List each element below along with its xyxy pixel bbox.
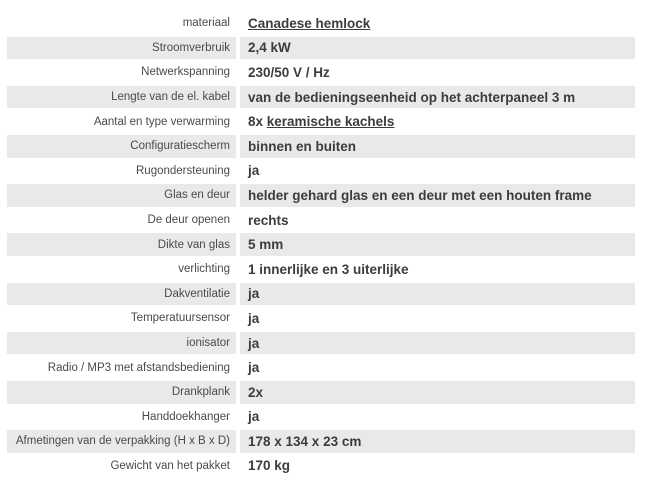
spec-value: 5 mm <box>240 233 635 256</box>
spec-row-package-dimensions <box>7 429 643 454</box>
spec-row-material <box>7 11 643 36</box>
spec-value <box>240 110 635 133</box>
spec-value: ja <box>240 332 635 355</box>
spec-value: 1 innerlijke en 3 uiterlijke <box>240 258 635 281</box>
spec-row-ionizer <box>7 331 643 356</box>
spec-label: De deur openen <box>7 209 236 232</box>
spec-label: Lengte van de el. kabel <box>7 86 236 109</box>
material-link[interactable]: Canadese hemlock <box>248 15 371 31</box>
spec-label: materiaal <box>7 12 236 35</box>
spec-value: 230/50 V / Hz <box>240 61 635 84</box>
spec-value: ja <box>240 307 635 330</box>
spec-label: Netwerkspanning <box>7 61 236 84</box>
spec-value: van de bedieningseenheid op het achterpaneel 3 m <box>240 86 635 109</box>
spec-label: Aantal en type verwarming <box>7 110 236 133</box>
spec-row-radio-mp3 <box>7 355 643 380</box>
spec-row-temperature-sensor <box>7 306 643 331</box>
spec-label: ionisator <box>7 332 236 355</box>
spec-label: Rugondersteuning <box>7 160 236 183</box>
heater-count: 8x <box>248 114 267 130</box>
spec-value: 2,4 kW <box>240 37 635 60</box>
spec-row-glass-door <box>7 183 643 208</box>
spec-row-door-opening <box>7 208 643 233</box>
spec-value: ja <box>240 160 635 183</box>
spec-row-towel-hanger <box>7 405 643 430</box>
spec-value: helder gehard glas en een deur met een houten frame <box>240 184 635 207</box>
specifications-table <box>7 11 643 478</box>
spec-label: Stroomverbruik <box>7 37 236 60</box>
spec-value: ja <box>240 356 635 379</box>
spec-value: ja <box>240 406 635 429</box>
spec-value: binnen en buiten <box>240 135 635 158</box>
spec-label: Dikte van glas <box>7 233 236 256</box>
spec-label: Afmetingen van de verpakking (H x B x D) <box>7 430 236 453</box>
spec-row-roof-ventilation <box>7 282 643 307</box>
spec-row-drink-shelf <box>7 380 643 405</box>
spec-label: Dakventilatie <box>7 283 236 306</box>
spec-value: rechts <box>240 209 635 232</box>
spec-value: 178 x 134 x 23 cm <box>240 430 635 453</box>
spec-value: 2x <box>240 381 635 404</box>
spec-row-back-support <box>7 159 643 184</box>
spec-label: Glas en deur <box>7 184 236 207</box>
spec-label: Configuratiescherm <box>7 135 236 158</box>
spec-label: Drankplank <box>7 381 236 404</box>
spec-label: Temperatuursensor <box>7 307 236 330</box>
spec-row-heater-type <box>7 109 643 134</box>
spec-value: ja <box>240 283 635 306</box>
spec-row-cable-length <box>7 85 643 110</box>
spec-row-power-consumption <box>7 36 643 61</box>
spec-value: 170 kg <box>240 455 635 478</box>
spec-row-package-weight <box>7 454 643 479</box>
spec-value <box>240 12 635 35</box>
spec-label: Handdoekhanger <box>7 406 236 429</box>
spec-row-control-panel <box>7 134 643 159</box>
spec-label: Radio / MP3 met afstandsbediening <box>7 356 236 379</box>
spec-label: Gewicht van het pakket <box>7 455 236 478</box>
heater-type-link[interactable]: keramische kachels <box>266 114 395 130</box>
spec-row-lighting <box>7 257 643 282</box>
spec-row-voltage <box>7 60 643 85</box>
spec-label: verlichting <box>7 258 236 281</box>
spec-row-glass-thickness <box>7 232 643 257</box>
